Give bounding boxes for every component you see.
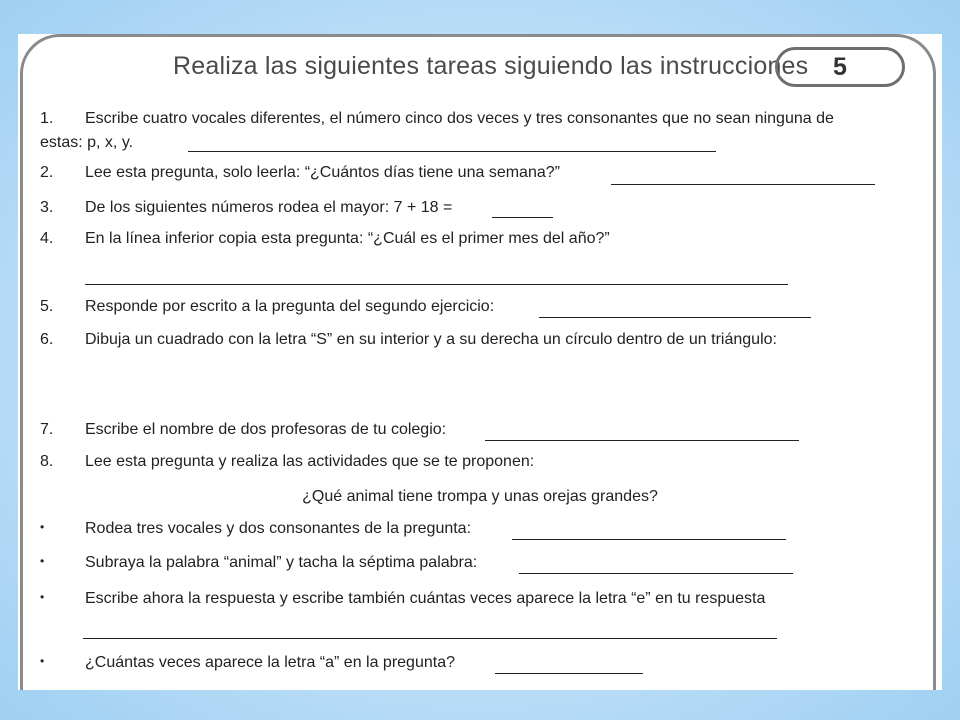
item-3-number: 3. (40, 199, 54, 216)
bullet-2-text: Subraya la palabra “animal” y tacha la séptima palabra: (85, 554, 478, 571)
item-4-text: En la línea inferior copia esta pregunta: “¿Cuál es el primer mes del año?” (85, 230, 610, 247)
bullet-3-answer-line[interactable] (83, 638, 777, 639)
bullet-3-marker: • (40, 590, 45, 604)
worksheet-title: Realiza las siguientes tareas siguiendo las instrucciones (173, 52, 809, 80)
bullet-4-text: ¿Cuántas veces aparece la letra “a” en la pregunta? (85, 654, 455, 671)
item-4-number: 4. (40, 230, 54, 247)
bullet-4-answer-line[interactable] (495, 673, 643, 674)
item-7-number: 7. (40, 421, 54, 438)
page-number-badge: 5 (775, 47, 905, 87)
item-5-text: Responde por escrito a la pregunta del segundo ejercicio: (85, 298, 495, 315)
animal-question: ¿Qué animal tiene trompa y unas orejas grandes? (302, 488, 658, 505)
item-1-number: 1. (40, 110, 54, 127)
item-2-number: 2. (40, 164, 54, 181)
item-6-drawing-area[interactable] (85, 356, 865, 416)
bullet-2-marker: • (40, 554, 45, 568)
item-8-text: Lee esta pregunta y realiza las actividades que se te proponen: (85, 453, 535, 470)
item-8-number: 8. (40, 453, 54, 470)
bullet-2-answer-line[interactable] (519, 573, 793, 574)
bullet-1-answer-line[interactable] (512, 539, 786, 540)
item-2-text: Lee esta pregunta, solo leerla: “¿Cuántos días tiene una semana?” (85, 164, 560, 181)
item-7-answer-line[interactable] (485, 440, 799, 441)
bullet-1-marker: • (40, 520, 45, 534)
item-5-answer-line[interactable] (539, 317, 811, 318)
item-6-number: 6. (40, 331, 54, 348)
item-5-number: 5. (40, 298, 54, 315)
item-1-text-continued: estas: p, x, y. (40, 134, 134, 151)
item-7-text: Escribe el nombre de dos profesoras de tu colegio: (85, 421, 447, 438)
item-3-text: De los siguientes números rodea el mayor: 7 + 18 = (85, 199, 453, 216)
item-1-text: Escribe cuatro vocales diferentes, el número cinco dos veces y tres consonantes que no sean ninguna de (85, 110, 834, 127)
worksheet (18, 34, 942, 690)
item-4-answer-line[interactable] (85, 284, 788, 285)
bullet-4-marker: • (40, 654, 45, 668)
item-6-text: Dibuja un cuadrado con la letra “S” en su interior y a su derecha un círculo dentro de un triángulo: (85, 331, 777, 348)
bullet-1-text: Rodea tres vocales y dos consonantes de la pregunta: (85, 520, 472, 537)
item-3-answer-line[interactable] (492, 217, 553, 218)
item-2-answer-line[interactable] (611, 184, 875, 185)
item-1-answer-line[interactable] (188, 151, 716, 152)
bullet-3-text: Escribe ahora la respuesta y escribe también cuántas veces aparece la letra “e” en tu respuesta (85, 590, 766, 607)
